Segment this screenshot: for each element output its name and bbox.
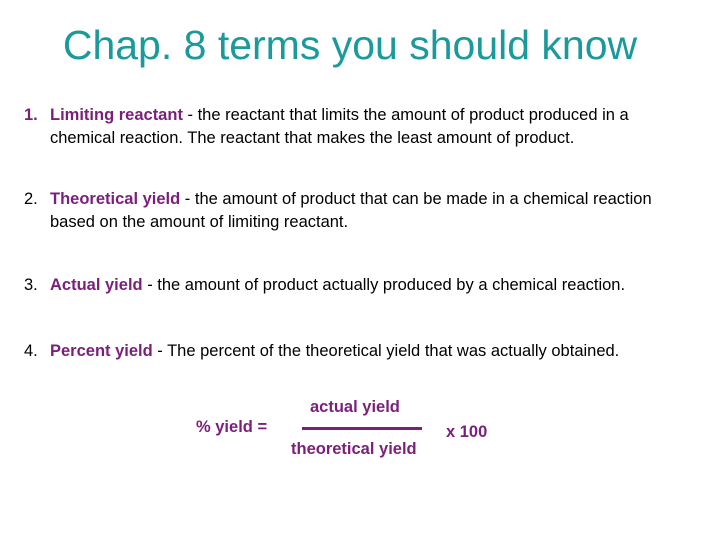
item-number: 1. <box>24 106 38 124</box>
formula-multiplier: x 100 <box>446 423 488 441</box>
formula-numerator: actual yield <box>310 398 400 416</box>
item-body <box>50 274 694 297</box>
term-definition: - the reactant that limits the amount of product produced in a chemical reaction. The reactant that makes the least amount of product. <box>50 106 629 147</box>
term-name: Percent yield <box>50 342 153 360</box>
item-body <box>50 104 694 150</box>
term-item-percent-yield <box>24 340 694 363</box>
term-definition: - the amount of product that can be made in a chemical reaction based on the amount of limiting reactant. <box>50 190 652 231</box>
term-name: Limiting reactant <box>50 106 183 124</box>
item-body <box>50 340 694 363</box>
term-definition: - The percent of the theoretical yield that was actually obtained. <box>152 342 620 360</box>
term-name: Actual yield <box>50 276 143 294</box>
item-number: 2. <box>24 190 38 208</box>
item-number: 4. <box>24 342 38 360</box>
page-title: Chap. 8 terms you should know <box>62 22 638 68</box>
term-item-theoretical-yield <box>24 188 694 234</box>
term-definition: - the amount of product actually produced by a chemical reaction. <box>142 276 626 294</box>
fraction-bar <box>302 427 422 430</box>
item-body <box>50 188 694 234</box>
term-name: Theoretical yield <box>50 190 181 208</box>
term-item-limiting-reactant <box>24 104 694 150</box>
formula-denominator: theoretical yield <box>291 440 417 458</box>
formula-lhs: % yield = <box>196 418 268 436</box>
item-number: 3. <box>24 276 38 294</box>
term-item-actual-yield <box>24 274 694 297</box>
